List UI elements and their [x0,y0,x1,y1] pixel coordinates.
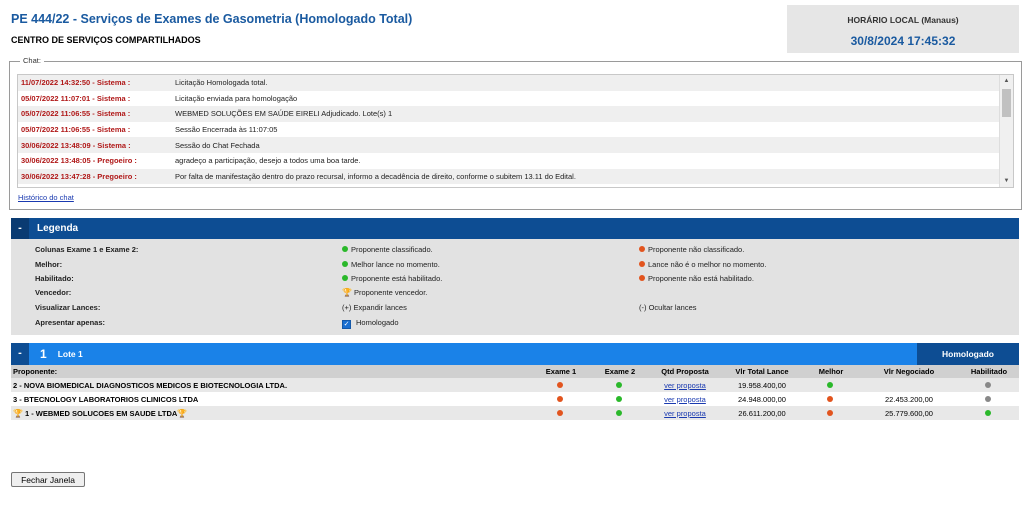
lot-name: Lote 1 [57,349,83,359]
lot-toggle-button[interactable]: - [11,343,29,365]
green-dot-icon [342,261,348,267]
legend-negative [639,245,744,254]
chat-message [18,106,1013,122]
column-header: Melhor [803,365,859,378]
red-dot-icon [557,396,563,402]
chat-message [18,137,1013,153]
bidder-name: 1 - WEBMED SOLUCOES EM SAUDE LTDA [24,408,178,418]
legend-positive [342,245,433,254]
legend-row [11,303,1019,317]
clock-label: HORÁRIO LOCAL (Manaus) [847,15,959,25]
chat-message-author: 05/07/2022 11:07:01 - Sistema : [21,93,131,103]
legend-negative [639,303,697,312]
lot-panel [11,343,1019,420]
legend-positive-text: Proponente vencedor. [353,288,428,297]
close-window-button[interactable]: Fechar Janela [11,472,85,487]
chat-message [18,122,1013,138]
lot-header [11,343,1019,365]
legend-key: Habilitado: [35,274,74,283]
bids-table [11,365,1019,420]
legend-negative-text: (-) Ocultar lances [639,303,697,312]
chat-box [9,56,1022,210]
column-header: Vlr Total Lance [721,365,803,378]
exame1-cell [531,378,591,392]
table-row [11,392,1019,406]
red-dot-icon [639,275,645,281]
scroll-down-icon[interactable]: ▼ [1003,178,1010,184]
legend-positive-text: Homologado [356,318,399,327]
negotiated-cell: 25.779.600,00 [859,406,959,420]
best-cell [803,392,859,406]
negotiated-cell [859,378,959,392]
bidder-name: 2 - NOVA BIOMEDICAL DIAGNOSTICOS MEDICOS E BIOTECNOLOGIA LTDA. [13,380,288,390]
total-bid-cell: 24.948.000,00 [738,394,786,404]
green-dot-icon [985,410,991,416]
legend-key: Melhor: [35,260,63,269]
column-header: Qtd Proposta [649,365,721,378]
chat-message-text: Sessão do Chat Fechada [175,140,260,150]
bidder-name-cell [11,392,531,406]
trophy-icon: 🏆 [13,408,23,418]
green-dot-icon [342,275,348,281]
chat-history-link[interactable]: Histórico do chat [18,193,74,202]
legend-positive-text: (+) Expandir lances [342,303,407,312]
legend-positive [342,318,399,329]
legend-positive-text: Proponente está habilitado. [351,274,443,283]
exame1-cell [531,406,591,420]
red-dot-icon [827,396,833,402]
legend-header [11,218,1019,239]
legend-row [11,274,1019,288]
view-proposal-link[interactable]: ver proposta [664,408,706,418]
bidder-name-cell [11,378,531,392]
view-proposal-link[interactable]: ver proposta [664,394,706,404]
clock-time: 30/8/2024 17:45:32 [850,34,956,48]
bidder-name-cell [11,406,531,420]
legend-toggle-button[interactable]: - [11,218,29,239]
lot-number: 1 [40,347,47,361]
green-dot-icon [616,410,622,416]
total-bid-cell: 19.958.400,00 [721,378,803,392]
green-dot-icon [827,382,833,388]
proposal-cell [649,378,721,392]
chat-message-author: 11/07/2022 14:32:50 - Sistema : [21,78,131,88]
legend-row [11,260,1019,274]
qualified-cell [959,378,1019,392]
exame1-cell [531,392,591,406]
red-dot-icon [639,261,645,267]
legend-title: Legenda [37,223,79,234]
red-dot-icon [557,382,563,388]
negotiated-cell: 22.453.200,00 [885,394,933,404]
page-subtitle: CENTRO DE SERVIÇOS COMPARTILHADOS [11,35,201,45]
trophy-icon: 🏆 [177,408,188,418]
scroll-thumb[interactable] [1002,89,1011,117]
gray-dot-icon [985,396,991,402]
chat-message [18,169,1013,185]
exame2-cell [591,378,649,392]
chat-message-author: 05/07/2022 11:06:55 - Sistema : [21,109,131,119]
page-title: PE 444/22 - Serviços de Exames de Gasometria (Homologado Total) [11,12,413,26]
column-header: Exame 1 [531,365,591,378]
proposal-cell [649,406,721,420]
column-header: Vlr Negociado [859,365,959,378]
table-row [11,406,1019,420]
column-header: Exame 2 [591,365,649,378]
chat-message [18,153,1013,169]
legend-positive [342,260,440,269]
lot-status: Homologado [917,343,1019,365]
best-cell [803,378,859,392]
bidder-name: 3 - BTECNOLOGY LABORATORIOS CLINICOS LTDA [13,394,199,404]
red-dot-icon [639,246,645,252]
local-clock [787,5,1019,53]
legend-positive [342,288,427,297]
legend-key: Vencedor: [35,288,72,297]
legend-negative-text: Proponente não classificado. [648,245,745,254]
chat-message [18,75,1013,91]
legend-row [11,288,1019,302]
legend-negative [639,260,766,269]
green-dot-icon [616,396,622,402]
total-bid-cell: 26.611.200,00 [721,406,803,420]
chat-message-text: agradeço a participação, desejo a todos uma boa tarde. [175,156,361,166]
legend-row [11,245,1019,259]
legend-positive [342,274,442,283]
chat-message-text: Sessão Encerrada às 11:07:05 [175,125,278,135]
chat-message-author: 30/06/2022 13:47:28 - Pregoeiro : [21,171,137,181]
proposal-cell [649,392,721,406]
chat-scrollbar[interactable] [999,75,1013,187]
legend-positive-text: Proponente classificado. [351,245,433,254]
green-dot-icon [342,246,348,252]
trophy-icon: 🏆 [342,288,352,297]
legend-key: Colunas Exame 1 e Exame 2: [35,245,139,254]
exame2-cell [591,392,649,406]
red-dot-icon [827,410,833,416]
chat-message-author: 30/06/2022 13:48:05 - Pregoeiro : [21,156,137,166]
green-dot-icon [616,382,622,388]
best-cell [803,406,859,420]
chat-message-text: Licitação enviada para homologação [175,93,298,103]
qualified-cell [959,406,1019,420]
chat-message-text: Por falta de manifestação dentro do prazo recursal, informo a decadência de direito, conforme o subitem 13.11 do Edital. [175,171,576,181]
legend-grid [11,239,1019,335]
legend-key: Apresentar apenas: [35,318,106,327]
chat-list[interactable] [17,74,1014,188]
legend-row [11,318,1019,332]
table-row [11,378,1019,392]
legend-negative [639,274,754,283]
chat-legend: Chat: [20,56,44,65]
legend-positive-text: Melhor lance no momento. [351,260,440,269]
homologado-checkbox[interactable]: ✓ [343,321,350,328]
red-dot-icon [557,410,563,416]
gray-dot-icon [985,382,991,388]
exame2-cell [591,406,649,420]
scroll-up-icon[interactable]: ▲ [1003,78,1010,84]
column-header: Habilitado [959,365,1019,378]
column-header: Proponente: [11,365,531,378]
legend-key: Visualizar Lances: [35,303,101,312]
chat-message [18,91,1013,107]
view-proposal-link[interactable]: ver proposta [664,380,706,390]
chat-message-text: WEBMED SOLUÇÕES EM SAÚDE EIRELI Adjudicado. Lote(s) 1 [175,109,393,119]
qualified-cell [959,392,1019,406]
legend-negative-text: Proponente não está habilitado. [648,274,754,283]
chat-message-author: 30/06/2022 13:48:09 - Sistema : [21,140,131,150]
chat-message-text: Licitação Homologada total. [175,78,268,88]
legend-positive [342,303,407,312]
chat-message-author: 05/07/2022 11:06:55 - Sistema : [21,125,131,135]
legend-panel [11,218,1019,335]
legend-negative-text: Lance não é o melhor no momento. [648,260,767,269]
